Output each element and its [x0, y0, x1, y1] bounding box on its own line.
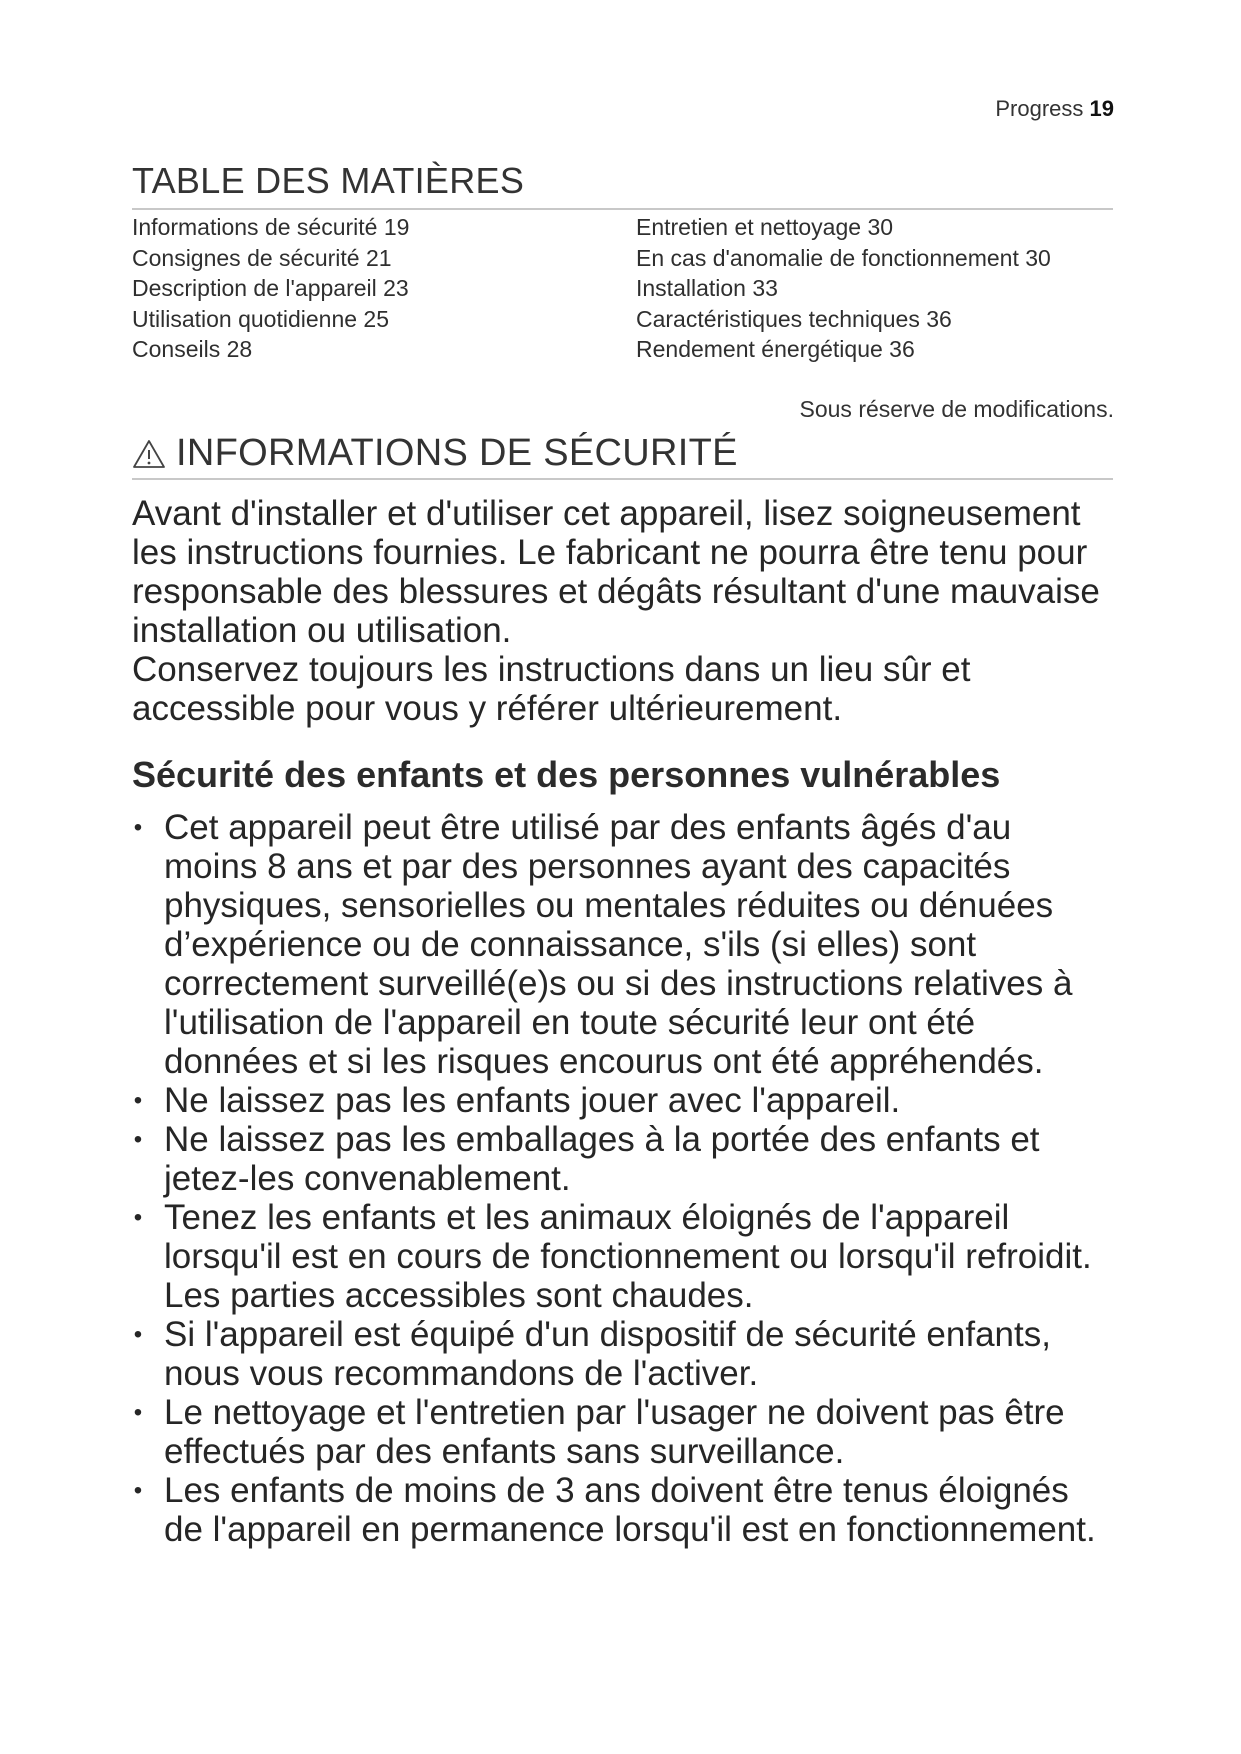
- toc-item: Informations de sécurité 19: [132, 214, 410, 240]
- brand-name: Progress: [995, 96, 1084, 121]
- intro-paragraph: Avant d'installer et d'utiliser cet appareil, lisez soigneusement les instructions fournies. Le fabricant ne pourra être tenu pour responsable des blessures et dégâts résultant d'une mauvaise installation ou utilisation.: [132, 494, 1100, 650]
- section-title-text: INFORMATIONS DE SÉCURITÉ: [176, 432, 738, 474]
- bullet-icon: •: [133, 1399, 143, 1426]
- list-item: [130, 1120, 1110, 1198]
- bullet-icon: •: [133, 1477, 143, 1504]
- toc-item: En cas d'anomalie de fonctionnement 30: [636, 244, 1051, 271]
- list-item-text: Cet appareil peut être utilisé par des enfants âgés d'au moins 8 ans et par des personnes ayant des capacités physiques, sensorielles ou mentales réduites ou dénuées d’expérience ou de connaissance, s'ils (si elles) sont correctement surveillé(e)s ou si des instructions relatives à l'utilisation de l'appareil en toute sécurité leur ont été données et si les risques encourus ont été appréhendés.: [164, 808, 1073, 1081]
- safety-bullet-list: [130, 808, 1110, 1549]
- bullet-icon: •: [133, 814, 143, 841]
- toc-item: Conseils 28: [132, 336, 253, 362]
- intro-paragraph: Conservez toujours les instructions dans un lieu sûr et accessible pour vous y référer ultérieurement.: [132, 650, 971, 728]
- toc-item: Installation 33: [636, 275, 778, 301]
- warning-triangle-icon: [132, 439, 166, 469]
- modification-note: Sous réserve de modifications.: [799, 396, 1114, 422]
- list-item: [130, 1315, 1110, 1393]
- list-item-text: Les enfants de moins de 3 ans doivent être tenus éloignés de l'appareil en permanence lorsqu'il est en fonctionnement.: [164, 1471, 1096, 1549]
- toc-item: Rendement énergétique 36: [636, 336, 915, 362]
- list-item: [130, 808, 1110, 1081]
- section-title: [132, 432, 738, 475]
- toc-divider: [132, 208, 1113, 210]
- bullet-icon: •: [133, 1087, 143, 1114]
- list-item-text: Ne laissez pas les emballages à la portée des enfants et jetez-les convenablement.: [164, 1120, 1040, 1198]
- page-number: 19: [1089, 96, 1114, 121]
- bullet-icon: •: [133, 1321, 143, 1348]
- subheading: Sécurité des enfants et des personnes vulnérables: [132, 754, 1001, 795]
- list-item-text: Le nettoyage et l'entretien par l'usager ne doivent pas être effectués par des enfants sans surveillance.: [164, 1393, 1065, 1471]
- list-item: [130, 1393, 1110, 1471]
- list-item-text: Si l'appareil est équipé d'un dispositif de sécurité enfants, nous vous recommandons de l'activer.: [164, 1315, 1051, 1393]
- list-item: [130, 1081, 1110, 1120]
- list-item-text: Ne laissez pas les enfants jouer avec l'appareil.: [164, 1081, 901, 1120]
- toc-left-column: [132, 212, 636, 365]
- list-item: [130, 1198, 1110, 1315]
- toc-right-column: [636, 212, 1113, 365]
- section-divider: [132, 478, 1113, 480]
- intro-text: [132, 494, 1122, 728]
- list-item: [130, 1471, 1110, 1549]
- page-header: [995, 96, 1114, 122]
- bullet-icon: •: [133, 1204, 143, 1231]
- toc-item: Consignes de sécurité 21: [132, 244, 392, 271]
- toc-item: Caractéristiques techniques 36: [636, 305, 952, 332]
- toc-item: Utilisation quotidienne 25: [132, 305, 390, 332]
- toc-item: Description de l'appareil 23: [132, 275, 409, 301]
- list-item-text: Tenez les enfants et les animaux éloignés de l'appareil lorsqu'il est en cours de fonctionnement ou lorsqu'il refroidit. Les parties accessibles sont chaudes.: [164, 1198, 1092, 1315]
- bullet-icon: •: [133, 1126, 143, 1153]
- toc-title: TABLE DES MATIÈRES: [132, 160, 525, 201]
- table-of-contents: [132, 212, 1113, 365]
- toc-item: Entretien et nettoyage 30: [636, 214, 894, 240]
